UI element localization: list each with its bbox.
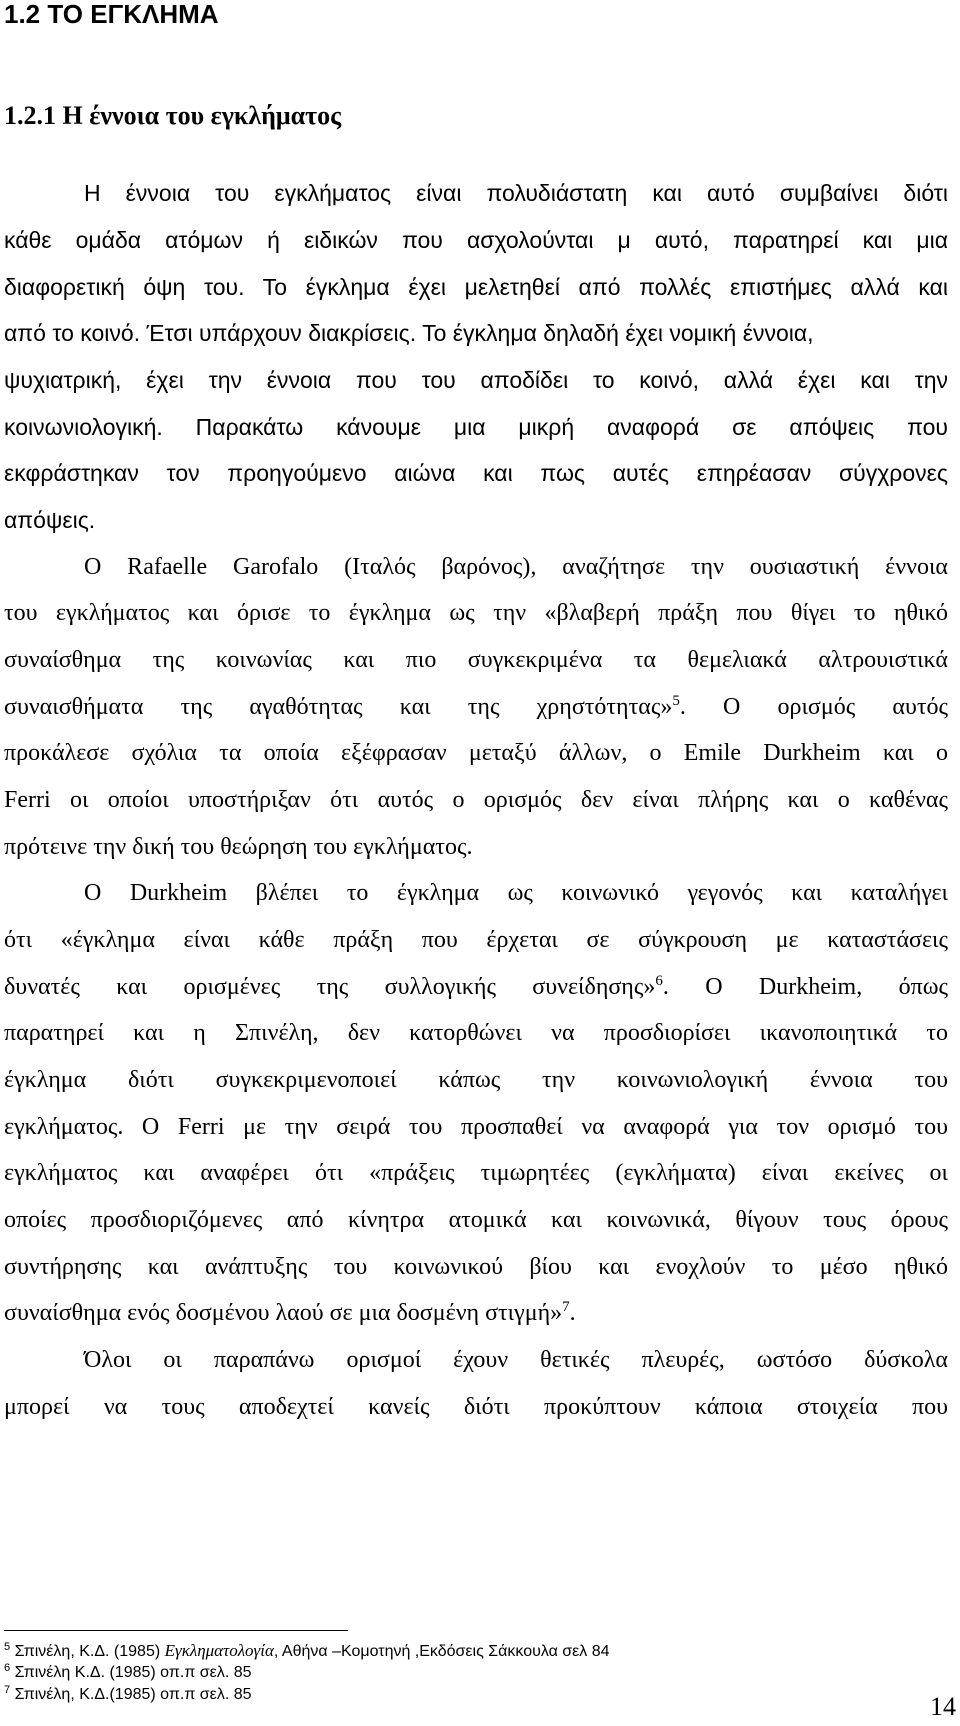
text-line: συντήρησης και ανάπτυξης του κοινωνικού βίου και ενοχλούν το μέσο ηθικό	[4, 1254, 948, 1280]
text-line: μπορεί να τους αποδεχτεί κανείς διότι προκύπτουν κάποια στοιχεία που	[4, 1394, 948, 1420]
text-line: διαφορετική όψη του. Το έγκλημα έχει μελετηθεί από πολλές επιστήμες αλλά και	[4, 274, 948, 300]
text-line: Ο Durkheim βλέπει το έγκλημα ως κοινωνικό γεγονός και καταλήγει	[84, 880, 948, 906]
footnote: $^5$ Σπινέλη, Κ.Δ. (1985) Εγκληματολογία, Αθήνα –Κομοτηνή ,Εκδόσεις Σάκκουλα σελ 84	[4, 1641, 610, 1660]
text-line: συναισθήματα της αγαθότητας και της χρηστότητας»$^5$. Ο ορισμός αυτός	[4, 693, 948, 720]
text-line: πρότεινε την δική του θεώρηση του εγκλήματος.	[4, 834, 473, 860]
page-number: 14	[930, 1692, 956, 1721]
footnote-ref: 6	[655, 973, 663, 989]
text-line: παρατηρεί και η Σπινέλη, δεν κατορθώνει να προσδιορίσει ικανοποιητικά το	[4, 1020, 948, 1046]
text-line: οποίες προσδιοριζόμενες από κίνητρα ατομικά και κοινωνικά, θίγουν τους όρους	[4, 1207, 948, 1233]
text-line: δυνατές και ορισμένες της συλλογικής συνείδησης»$^6$. Ο Durkheim, όπως	[4, 973, 948, 1000]
subsection-heading: 1.2.1 Η έννοια του εγκλήματος	[4, 101, 342, 130]
text-line: απόψεις.	[4, 507, 96, 533]
text-line: Ferri οι οποίοι υποστήριξαν ότι αυτός ο ορισμός δεν είναι πλήρης και ο καθένας	[4, 787, 948, 813]
text-line: κάθε ομάδα ατόμων ή ειδικών που ασχολούνται μ αυτό, παρατηρεί και μια	[4, 227, 948, 253]
footnote: $^7$ Σπινέλη, Κ.Δ.(1985) οπ.π σελ. 85	[4, 1684, 252, 1703]
text-line: έγκλημα διότι συγκεκριμενοποιεί κάπως την κοινωνιολογική έννοια του	[4, 1067, 948, 1093]
section-heading: 1.2 ΤΟ ΕΓΚΛΗΜΑ	[4, 0, 219, 29]
text-line: του εγκλήματος και όρισε το έγκλημα ως την «βλαβερή πράξη που θίγει το ηθικό	[4, 600, 948, 626]
text-line: από το κοινό. Έτσι υπάρχουν διακρίσεις. Το έγκλημα δηλαδή έχει νομική έννοια,	[4, 320, 814, 346]
footnote-ref: 7	[562, 1299, 570, 1315]
text-line: εκφράστηκαν τον προηγούμενο αιώνα και πως αυτές επηρέασαν σύγχρονες	[4, 460, 948, 486]
text-line: συναίσθημα της κοινωνίας και πιο συγκεκριμένα τα θεμελιακά αλτρουιστικά	[4, 647, 948, 673]
text-line: εγκλήματος. Ο Ferri με την σειρά του προσπαθεί να αναφορά για τον ορισμό του	[4, 1114, 948, 1140]
text-line: Όλοι οι παραπάνω ορισμοί έχουν θετικές πλευρές, ωστόσο δύσκολα	[84, 1347, 948, 1373]
footnote-divider	[4, 1630, 348, 1631]
text-line: προκάλεσε σχόλια τα οποία εξέφρασαν μεταξύ άλλων, ο Emile Durkheim και ο	[4, 740, 948, 766]
text-line: Η έννοια του εγκλήματος είναι πολυδιάστατη και αυτό συμβαίνει διότι	[84, 180, 948, 206]
text-line: Ο Rafaelle Garofalo (Ιταλός βαρόνος), αναζήτησε την ουσιαστική έννοια	[84, 554, 948, 580]
text-line: ότι «έγκλημα είναι κάθε πράξη που έρχεται σε σύγκρουση με καταστάσεις	[4, 927, 948, 953]
footnote: $^6$ Σπινέλη Κ.Δ. (1985) οπ.π σελ. 85	[4, 1662, 252, 1681]
text-line: συναίσθημα ενός δοσμένου λαού σε μια δοσμένη στιγμή»$^7$.	[4, 1299, 576, 1326]
text-line: εγκλήματος και αναφέρει ότι «πράξεις τιμωρητέες (εγκλήματα) είναι εκείνες οι	[4, 1160, 948, 1186]
footnote-ref: 5	[672, 693, 680, 709]
text-line: κοινωνιολογική. Παρακάτω κάνουμε μια μικρή αναφορά σε απόψεις που	[4, 414, 948, 440]
text-line: ψυχιατρική, έχει την έννοια που του αποδίδει το κοινό, αλλά έχει και την	[4, 367, 948, 393]
